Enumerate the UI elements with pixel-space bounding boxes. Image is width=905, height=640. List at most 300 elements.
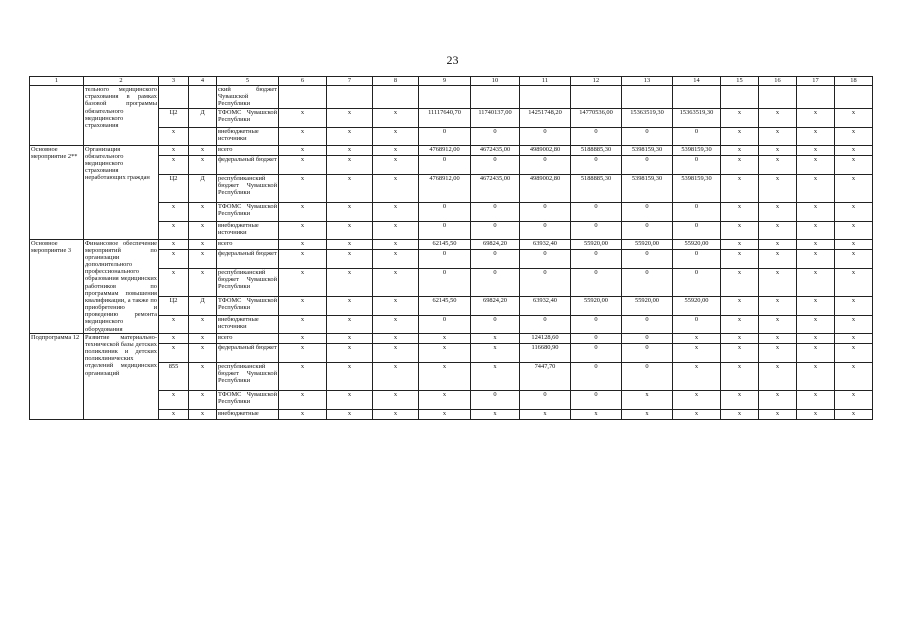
value-cell: [797, 86, 835, 109]
value-cell: x: [673, 390, 721, 409]
value-cell: x: [759, 127, 797, 145]
value-cell: 14770536,00: [571, 108, 622, 127]
value-cell: x: [721, 127, 759, 145]
value-cell: 5188885,30: [571, 145, 622, 155]
column-number: 17: [797, 77, 835, 86]
value-cell: x: [279, 362, 327, 390]
value-cell: x: [721, 174, 759, 202]
value-cell: x: [759, 202, 797, 221]
section-code-cell: x: [189, 145, 217, 155]
value-cell: x: [373, 127, 419, 145]
value-cell: 0: [673, 127, 721, 145]
value-cell: 0: [471, 155, 520, 174]
value-cell: 7447,70: [520, 362, 571, 390]
table-row: [30, 333, 873, 343]
value-cell: 0: [571, 127, 622, 145]
target-code-cell: Ц2: [159, 296, 189, 315]
value-cell: [835, 86, 873, 109]
value-cell: x: [327, 202, 373, 221]
section-code-cell: x: [189, 362, 217, 390]
value-cell: 0: [622, 221, 673, 239]
value-cell: x: [797, 249, 835, 268]
value-cell: x: [759, 155, 797, 174]
value-cell: 0: [622, 268, 673, 296]
value-cell: x: [279, 343, 327, 362]
value-cell: 0: [673, 202, 721, 221]
value-cell: 4989002,80: [520, 145, 571, 155]
value-cell: 5398159,30: [622, 174, 673, 202]
value-cell: x: [721, 155, 759, 174]
value-cell: x: [373, 249, 419, 268]
value-cell: 0: [419, 315, 471, 333]
table-row: [30, 239, 873, 249]
section-code-cell: Д: [189, 174, 217, 202]
value-cell: x: [797, 296, 835, 315]
value-cell: 15363519,30: [673, 108, 721, 127]
value-cell: x: [327, 145, 373, 155]
value-cell: x: [759, 108, 797, 127]
value-cell: x: [797, 333, 835, 343]
value-cell: x: [279, 249, 327, 268]
value-cell: x: [373, 343, 419, 362]
value-cell: x: [759, 249, 797, 268]
value-cell: 0: [520, 155, 571, 174]
funding-source-cell: ТФОМС Чувашской Республики: [217, 108, 279, 127]
value-cell: x: [835, 409, 873, 419]
value-cell: 11740137,00: [471, 108, 520, 127]
value-cell: 0: [471, 249, 520, 268]
column-number: 15: [721, 77, 759, 86]
value-cell: x: [373, 239, 419, 249]
value-cell: 0: [673, 315, 721, 333]
value-cell: x: [373, 409, 419, 419]
value-cell: x: [571, 409, 622, 419]
value-cell: x: [797, 409, 835, 419]
value-cell: x: [673, 362, 721, 390]
value-cell: x: [797, 145, 835, 155]
value-cell: 4672435,00: [471, 145, 520, 155]
section-code-cell: [189, 86, 217, 109]
value-cell: x: [471, 362, 520, 390]
value-cell: x: [327, 296, 373, 315]
funding-source-cell: внебюджетные: [217, 409, 279, 419]
value-cell: 0: [520, 202, 571, 221]
value-cell: x: [721, 239, 759, 249]
funding-source-cell: федеральный бюджет: [217, 343, 279, 362]
event-description-cell: Финансовое обеспечение мероприятий по организации дополнительного профессионального образования медицинских работников по программам повышения квалификации, а также по приобретению и проведению ремонта медицинского оборудования: [85, 239, 157, 333]
target-code-cell: x: [159, 315, 189, 333]
value-cell: [419, 86, 471, 109]
value-cell: x: [759, 315, 797, 333]
value-cell: x: [327, 174, 373, 202]
section-code-cell: x: [189, 155, 217, 174]
value-cell: 0: [520, 268, 571, 296]
value-cell: x: [279, 221, 327, 239]
value-cell: x: [835, 315, 873, 333]
section-code-cell: x: [189, 249, 217, 268]
value-cell: x: [759, 296, 797, 315]
value-cell: x: [835, 202, 873, 221]
value-cell: x: [835, 390, 873, 409]
value-cell: x: [279, 174, 327, 202]
target-code-cell: Ц2: [159, 108, 189, 127]
target-code-cell: x: [159, 409, 189, 419]
value-cell: x: [759, 333, 797, 343]
target-code-cell: x: [159, 202, 189, 221]
value-cell: x: [721, 333, 759, 343]
page-number: 23: [446, 53, 459, 67]
value-cell: x: [373, 362, 419, 390]
event-description-cell: тельного медицинского страхования в рамках базовой программы обязательного медицинского страхования: [84, 86, 159, 146]
funding-source-cell: республиканский бюджет Чувашской Республики: [217, 268, 279, 296]
value-cell: 0: [622, 155, 673, 174]
value-cell: x: [471, 333, 520, 343]
value-cell: 0: [520, 127, 571, 145]
funding-source-cell: внебюджетные источники: [217, 127, 279, 145]
value-cell: 55920,00: [622, 296, 673, 315]
value-cell: x: [419, 390, 471, 409]
value-cell: x: [835, 362, 873, 390]
value-cell: x: [373, 155, 419, 174]
value-cell: x: [279, 127, 327, 145]
funding-source-cell: республиканский бюджет Чувашской Республики: [217, 362, 279, 390]
value-cell: 4768912,00: [419, 174, 471, 202]
value-cell: 0: [622, 343, 673, 362]
value-cell: x: [327, 362, 373, 390]
value-cell: x: [373, 221, 419, 239]
value-cell: x: [835, 155, 873, 174]
value-cell: 0: [622, 202, 673, 221]
value-cell: 5398159,30: [673, 145, 721, 155]
value-cell: 4989002,80: [520, 174, 571, 202]
funding-source-cell: республиканский бюджет Чувашской Республики: [217, 174, 279, 202]
value-cell: x: [327, 268, 373, 296]
value-cell: 0: [471, 315, 520, 333]
section-code-cell: x: [189, 409, 217, 419]
column-number: 5: [217, 77, 279, 86]
value-cell: x: [721, 409, 759, 419]
section-code-cell: x: [189, 202, 217, 221]
value-cell: x: [797, 239, 835, 249]
column-number-row: [30, 77, 873, 86]
target-code-cell: x: [159, 127, 189, 145]
value-cell: [622, 86, 673, 109]
value-cell: 63932,40: [520, 296, 571, 315]
value-cell: x: [797, 268, 835, 296]
value-cell: 0: [419, 202, 471, 221]
value-cell: x: [759, 239, 797, 249]
value-cell: x: [759, 145, 797, 155]
value-cell: x: [327, 239, 373, 249]
value-cell: x: [279, 202, 327, 221]
value-cell: 0: [471, 202, 520, 221]
value-cell: 0: [471, 390, 520, 409]
value-cell: x: [797, 202, 835, 221]
value-cell: x: [759, 343, 797, 362]
value-cell: [571, 86, 622, 109]
value-cell: x: [279, 296, 327, 315]
column-number: 3: [159, 77, 189, 86]
value-cell: 0: [571, 343, 622, 362]
value-cell: 0: [520, 315, 571, 333]
value-cell: x: [797, 362, 835, 390]
value-cell: x: [721, 343, 759, 362]
value-cell: 0: [622, 249, 673, 268]
value-cell: x: [327, 221, 373, 239]
target-code-cell: x: [159, 333, 189, 343]
value-cell: x: [835, 221, 873, 239]
value-cell: x: [835, 108, 873, 127]
value-cell: x: [835, 333, 873, 343]
value-cell: x: [721, 202, 759, 221]
value-cell: x: [797, 221, 835, 239]
value-cell: [520, 86, 571, 109]
value-cell: 0: [673, 221, 721, 239]
value-cell: [327, 86, 373, 109]
value-cell: x: [835, 145, 873, 155]
value-cell: x: [721, 249, 759, 268]
section-code-cell: x: [189, 221, 217, 239]
value-cell: x: [373, 202, 419, 221]
column-number: 7: [327, 77, 373, 86]
target-code-cell: x: [159, 239, 189, 249]
value-cell: x: [721, 315, 759, 333]
value-cell: x: [797, 174, 835, 202]
value-cell: x: [327, 390, 373, 409]
funding-source-cell: внебюджетные источники: [217, 315, 279, 333]
value-cell: [373, 86, 419, 109]
value-cell: x: [327, 108, 373, 127]
section-code-cell: x: [189, 268, 217, 296]
value-cell: x: [279, 333, 327, 343]
section-code-cell: x: [189, 333, 217, 343]
value-cell: x: [471, 343, 520, 362]
value-cell: x: [327, 343, 373, 362]
value-cell: 0: [673, 249, 721, 268]
value-cell: x: [759, 221, 797, 239]
value-cell: 14251748,20: [520, 108, 571, 127]
funding-source-cell: ТФОМС Чувашской Республики: [217, 390, 279, 409]
event-name-cell: Основное мероприятие 3: [30, 239, 84, 333]
value-cell: x: [279, 239, 327, 249]
value-cell: [279, 86, 327, 109]
value-cell: x: [721, 268, 759, 296]
section-code-cell: [189, 127, 217, 145]
value-cell: x: [835, 343, 873, 362]
value-cell: x: [622, 390, 673, 409]
event-name-cell: Подпрограмма 12: [30, 333, 84, 419]
value-cell: 0: [622, 127, 673, 145]
value-cell: 4768912,00: [419, 145, 471, 155]
value-cell: x: [279, 108, 327, 127]
value-cell: x: [279, 390, 327, 409]
value-cell: x: [835, 174, 873, 202]
value-cell: 0: [622, 315, 673, 333]
value-cell: x: [279, 268, 327, 296]
value-cell: 124128,60: [520, 333, 571, 343]
value-cell: 63932,40: [520, 239, 571, 249]
funding-source-cell: ТФОМС Чувашской Республики: [217, 202, 279, 221]
value-cell: x: [797, 315, 835, 333]
target-code-cell: Ц2: [159, 174, 189, 202]
value-cell: 0: [571, 390, 622, 409]
funding-source-cell: федеральный бюджет: [217, 249, 279, 268]
section-code-cell: x: [189, 343, 217, 362]
value-cell: 0: [471, 127, 520, 145]
section-code-cell: Д: [189, 108, 217, 127]
target-code-cell: x: [159, 249, 189, 268]
value-cell: 116680,90: [520, 343, 571, 362]
value-cell: 0: [571, 155, 622, 174]
column-number: 2: [84, 77, 159, 86]
value-cell: 0: [673, 155, 721, 174]
value-cell: x: [327, 127, 373, 145]
value-cell: x: [721, 221, 759, 239]
value-cell: x: [471, 409, 520, 419]
value-cell: x: [797, 127, 835, 145]
value-cell: 0: [419, 268, 471, 296]
section-code-cell: Д: [189, 296, 217, 315]
value-cell: x: [373, 333, 419, 343]
target-code-cell: x: [159, 145, 189, 155]
value-cell: x: [835, 239, 873, 249]
value-cell: x: [419, 362, 471, 390]
value-cell: 0: [571, 315, 622, 333]
value-cell: x: [759, 268, 797, 296]
value-cell: 5398159,30: [622, 145, 673, 155]
value-cell: x: [327, 155, 373, 174]
value-cell: x: [419, 409, 471, 419]
value-cell: x: [373, 268, 419, 296]
value-cell: x: [373, 315, 419, 333]
value-cell: x: [673, 333, 721, 343]
target-code-cell: [159, 86, 189, 109]
value-cell: 55920,00: [673, 296, 721, 315]
column-number: 10: [471, 77, 520, 86]
value-cell: x: [721, 296, 759, 315]
funding-source-cell: всего: [217, 145, 279, 155]
funding-source-cell: всего: [217, 333, 279, 343]
event-description-cell: Организация обязательного медицинского страхования неработающих граждан: [84, 145, 159, 239]
value-cell: x: [327, 249, 373, 268]
value-cell: 0: [520, 390, 571, 409]
funding-source-cell: всего: [217, 239, 279, 249]
value-cell: x: [279, 315, 327, 333]
value-cell: 5188885,30: [571, 174, 622, 202]
value-cell: 0: [571, 333, 622, 343]
column-number: 8: [373, 77, 419, 86]
funding-source-cell: внебюджетные источники: [217, 221, 279, 239]
section-code-cell: x: [189, 239, 217, 249]
value-cell: x: [721, 362, 759, 390]
value-cell: x: [835, 127, 873, 145]
value-cell: 11117640,70: [419, 108, 471, 127]
value-cell: 0: [419, 249, 471, 268]
value-cell: x: [797, 155, 835, 174]
target-code-cell: 855: [159, 362, 189, 390]
column-number: 16: [759, 77, 797, 86]
value-cell: x: [797, 108, 835, 127]
value-cell: x: [327, 315, 373, 333]
column-number: 14: [673, 77, 721, 86]
value-cell: 0: [622, 362, 673, 390]
value-cell: 69824,20: [471, 239, 520, 249]
value-cell: [471, 86, 520, 109]
target-code-cell: x: [159, 155, 189, 174]
value-cell: x: [759, 409, 797, 419]
value-cell: x: [759, 390, 797, 409]
value-cell: 62145,50: [419, 296, 471, 315]
value-cell: x: [721, 145, 759, 155]
value-cell: 55920,00: [571, 296, 622, 315]
budget-table: [29, 76, 873, 420]
value-cell: 0: [571, 221, 622, 239]
column-number: 4: [189, 77, 217, 86]
value-cell: x: [835, 296, 873, 315]
value-cell: x: [721, 390, 759, 409]
value-cell: x: [373, 108, 419, 127]
value-cell: 15363519,30: [622, 108, 673, 127]
value-cell: x: [673, 409, 721, 419]
section-code-cell: x: [189, 315, 217, 333]
value-cell: 55920,00: [673, 239, 721, 249]
value-cell: 5398159,30: [673, 174, 721, 202]
value-cell: 0: [571, 362, 622, 390]
value-cell: 0: [419, 155, 471, 174]
value-cell: x: [520, 409, 571, 419]
value-cell: 0: [419, 127, 471, 145]
value-cell: x: [797, 390, 835, 409]
value-cell: x: [419, 333, 471, 343]
column-number: 9: [419, 77, 471, 86]
table-row: [30, 145, 873, 155]
value-cell: x: [622, 409, 673, 419]
target-code-cell: x: [159, 390, 189, 409]
funding-source-cell: ТФОМС Чувашской Республики: [217, 296, 279, 315]
column-number: 18: [835, 77, 873, 86]
section-code-cell: x: [189, 390, 217, 409]
value-cell: 0: [419, 221, 471, 239]
value-cell: 0: [673, 268, 721, 296]
value-cell: x: [279, 409, 327, 419]
value-cell: x: [373, 296, 419, 315]
value-cell: [759, 86, 797, 109]
value-cell: x: [759, 362, 797, 390]
value-cell: x: [835, 249, 873, 268]
value-cell: x: [279, 155, 327, 174]
column-number: 6: [279, 77, 327, 86]
value-cell: x: [419, 343, 471, 362]
value-cell: 0: [571, 202, 622, 221]
value-cell: x: [759, 174, 797, 202]
column-number: 13: [622, 77, 673, 86]
value-cell: x: [797, 343, 835, 362]
target-code-cell: x: [159, 221, 189, 239]
value-cell: x: [373, 145, 419, 155]
value-cell: x: [835, 268, 873, 296]
value-cell: 62145,50: [419, 239, 471, 249]
value-cell: 0: [471, 268, 520, 296]
value-cell: x: [279, 145, 327, 155]
value-cell: x: [327, 333, 373, 343]
value-cell: 55920,00: [622, 239, 673, 249]
target-code-cell: x: [159, 343, 189, 362]
event-name-cell: Основное мероприятие 2**: [30, 145, 84, 239]
column-number: 1: [30, 77, 84, 86]
funding-source-cell: ский бюджет Чувашской Республики: [218, 86, 277, 108]
event-name-cell: [30, 86, 84, 146]
value-cell: 55920,00: [571, 239, 622, 249]
